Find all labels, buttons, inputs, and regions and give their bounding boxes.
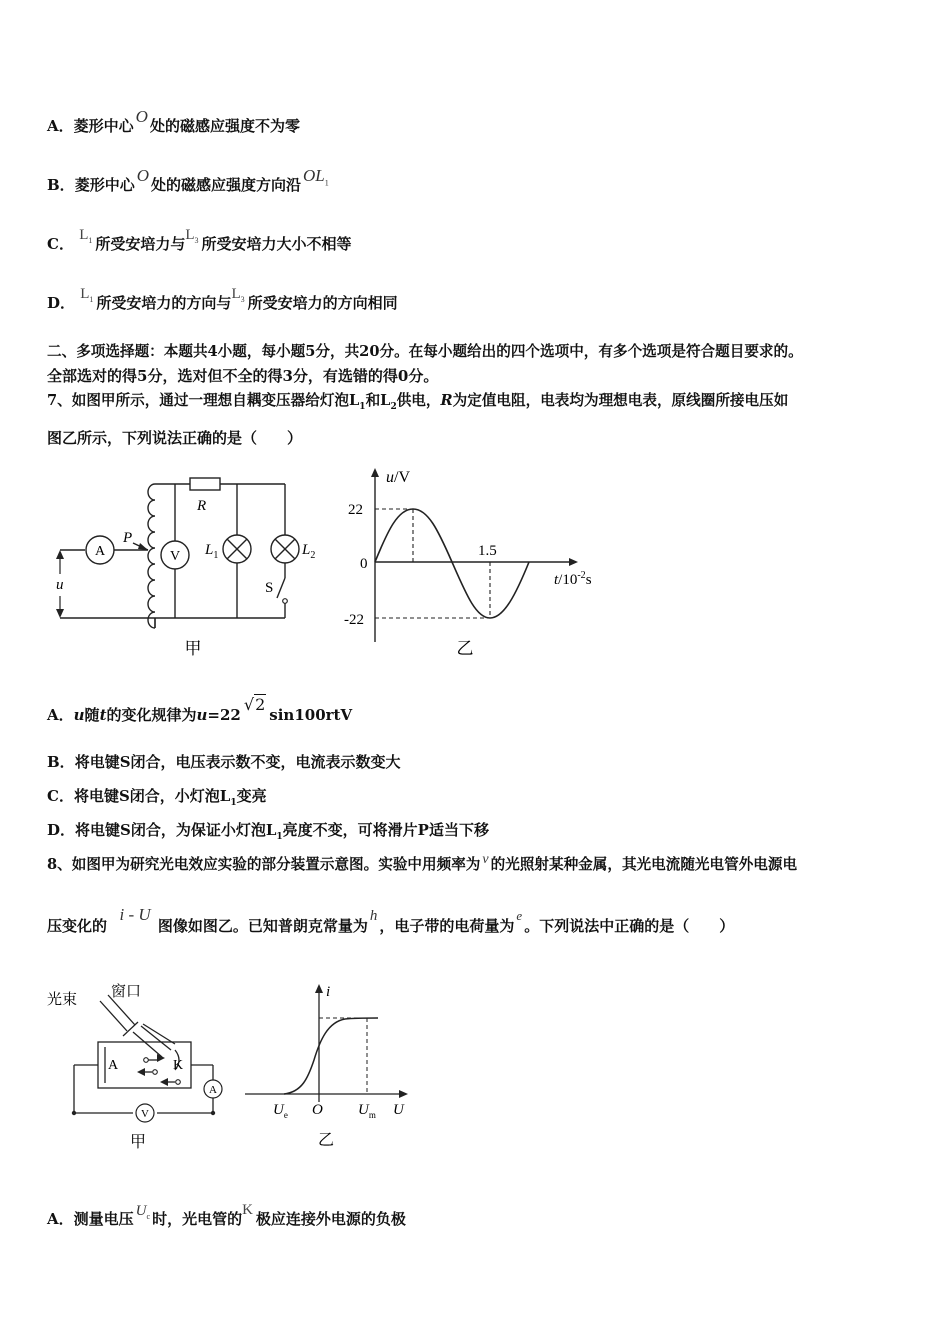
figure-caption-jia: 甲	[129, 1132, 147, 1151]
figure-caption-yi: 乙	[456, 639, 474, 659]
q8-apparatus-diagram	[45, 980, 245, 1155]
symbol-l1: $L_1$	[80, 286, 94, 304]
label-i: i	[326, 984, 331, 1000]
symbol-l2: $L_2$	[380, 392, 397, 412]
q8-stem-line2: 压变化的 i - U 图像如图乙。已知普朗克常量为h，电子带的电荷量为e。下列说法中正确的是（ ）	[47, 905, 735, 935]
q7-voltage-graph	[340, 462, 620, 662]
figure-caption-yi: 乙	[317, 1130, 335, 1149]
iu-curve	[284, 1018, 378, 1094]
option-text: 处的磁感应强度不为零	[149, 117, 300, 135]
q7-option-b: B．将电键S闭合，电压表示数不变，电流表示数变大	[47, 753, 401, 771]
symbol-e: e	[516, 908, 523, 923]
symbol-nu: ν	[482, 852, 489, 867]
y-axis-label: u/V	[386, 469, 410, 486]
label-s: S	[265, 580, 274, 596]
q8-iu-graph	[240, 980, 420, 1150]
option-label: C．	[47, 235, 74, 253]
svg-text:A: A	[209, 1084, 217, 1096]
q7-stem-line2: 图乙所示，下列说法正确的是（ ）	[47, 429, 303, 447]
option-label: D．	[47, 294, 76, 312]
label-beam: 光束	[47, 990, 78, 1008]
symbol-ol1: $OL_1$	[303, 166, 329, 188]
option-text: 所受安培力大小不相等	[201, 235, 352, 253]
label-o: O	[312, 1102, 323, 1118]
symbol-uc: $U_c$	[135, 1203, 151, 1221]
option-text: 菱形中心	[74, 176, 135, 194]
sqrt-symbol: √2	[243, 695, 266, 714]
option-text: 处的磁感应强度方向沿	[150, 176, 301, 194]
label-ue: $U_e$	[273, 1102, 288, 1120]
x-axis-label: $t/10^{-2}s$	[554, 570, 592, 588]
q6-option-c	[47, 227, 352, 255]
q7-stem-line1: 7、如图甲所示，通过一理想自耦变压器给灯泡$L_1$和$L_2$供电，R为定值电阻，电表均为理想电表，原线圈所接电压如	[47, 392, 789, 412]
symbol-l3: $L_3$	[231, 286, 245, 304]
symbol-l1: $L_1$	[349, 392, 366, 412]
q6-option-b	[47, 166, 331, 196]
label-l2: $L_2$	[302, 542, 316, 561]
symbol-o: O	[135, 107, 148, 126]
tick-0: 0	[360, 556, 368, 572]
option-text: 所受安培力与	[95, 235, 186, 253]
lamp-l1-symbol	[223, 535, 251, 563]
label-l1: $L_1$	[205, 542, 219, 561]
figure-caption-jia: 甲	[184, 639, 202, 659]
symbol-iu: i - U	[119, 905, 151, 924]
label-a: A	[108, 1058, 119, 1073]
tick-minus-22: -22	[344, 612, 364, 628]
option-label: A．	[47, 117, 74, 135]
symbol-o: O	[136, 166, 149, 185]
q8-option-a: A．测量电压 $U_c$ 时，光电管的K 极应连接外电源的负极	[47, 1202, 406, 1228]
section-instructions: 全部选对的得5分，选对但不全的得3分，有选错的得0分。	[47, 367, 439, 385]
q6-option-a	[47, 107, 300, 136]
q8-stem-line1: 8、如图甲为研究光电效应实验的部分装置示意图。实验中用频率为 ν 的光照射某种金属，其光电流随光电管外电源电	[47, 852, 798, 873]
q7-option-c: C．将电键S闭合，小灯泡$L_1$变亮	[47, 787, 267, 808]
label-um: $U_m$	[358, 1102, 376, 1120]
symbol-h: h	[369, 908, 378, 924]
option-text: 所受安培力的方向与	[96, 294, 232, 312]
svg-text:V: V	[141, 1108, 149, 1120]
q7-circuit-diagram	[45, 470, 345, 665]
q7-option-d: D．将电键S闭合，为保证小灯泡$L_1$亮度不变，可将滑片P适当下移	[47, 821, 489, 842]
tick-1-5: 1.5	[478, 543, 497, 559]
q7-option-a: A．u随t的变化规律为u=22√2sin100rtV	[47, 695, 353, 724]
symbol-r: R	[440, 392, 453, 409]
q6-option-d	[47, 286, 398, 314]
option-text: 菱形中心	[73, 117, 134, 135]
symbol-k: K	[242, 1202, 253, 1218]
sine-curve	[375, 509, 529, 618]
option-label: B．	[47, 176, 75, 194]
label-u: u	[56, 577, 64, 593]
label-u: U	[393, 1102, 404, 1118]
symbol-l1: $L_1$	[79, 227, 93, 245]
label-p: P	[123, 530, 133, 546]
label-r: R	[197, 498, 207, 514]
tick-22: 22	[348, 502, 363, 518]
label-k: K	[173, 1058, 184, 1073]
voltmeter-label: V	[169, 549, 181, 564]
label-window: 窗口	[111, 982, 142, 1000]
lamp-l2-symbol	[271, 535, 299, 563]
symbol-l3: $L_3$	[185, 227, 199, 245]
option-text: 所受安培力的方向相同	[247, 294, 398, 312]
section-heading: 二、多项选择题：本题共4小题，每小题5分，共20分。在每小题给出的四个选项中，有多个选项是符合题目要求的。	[47, 343, 803, 360]
ammeter-label: A	[94, 544, 106, 559]
